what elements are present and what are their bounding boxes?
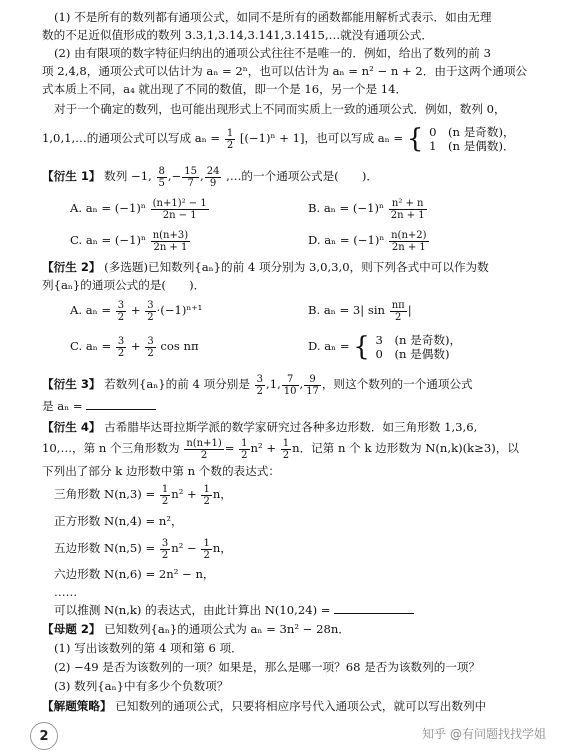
derivative4-line3: 下列出了部分 k 边形数中第 n 个数的表达式： (42, 464, 280, 478)
ellipsis: …… (54, 585, 78, 599)
derivative2-label: 【衍生 2】 (42, 260, 101, 274)
para2-line2: 项 2,4,8，通项公式可以估计为 aₙ = 2ⁿ，也可以估计为 aₙ = n² − n + 2．由于这两个通项公 (42, 64, 528, 78)
square-number: 正方形数 N(n,4) = n²， (54, 514, 183, 528)
para2-line3: 式本质上不同，a₄ 就出现了不同的数值，即一个是 16，另一个是 14． (42, 82, 408, 96)
d2-option-d[interactable]: D. aₙ = { 3 (n 是奇数)， 0 (n 是偶数) (308, 332, 462, 362)
derivative3-line2: 是 aₙ = (42, 398, 156, 413)
answer-blank[interactable] (86, 398, 156, 410)
derivative4-label: 【衍生 4】 (42, 420, 101, 434)
d2-option-c[interactable]: C. aₙ = $\frac{3}{2}$ + $\frac{3}{2}$ cos nπ (70, 335, 199, 359)
derivative3-line1: 【衍生 3】 若数列{aₙ}的前 4 项分别是 $\frac{3}{2}$ ,1, $\frac{7}{10}$ , $\frac{9}{17}$ ，则这个数列的一个通项公式 (42, 373, 473, 397)
cases-block: 0 (n 是奇数)， 1 (n 是偶数)． (429, 125, 515, 153)
derivative4-last: 可以推测 N(n,k) 的表达式，由此计算出 N(10,24) = (54, 602, 414, 617)
derivative2-line2: 列{aₙ}的通项公式的是( )． (42, 278, 206, 292)
mother-problem2-label: 【母题 2】 (42, 622, 101, 636)
derivative4-line2: 10,…，第 n 个三角形数为 $\frac{n(n+1)}{2}$ = $\frac{1}{2}$ n² + $\frac{1}{2}$ n．记第 n 个 k 边形数为 N(n,k)(k≥3)，以 (42, 437, 519, 461)
answer-blank-2[interactable] (334, 602, 414, 614)
para1-line1: (1) 不是所有的数列都有通项公式，如同不是所有的函数都能用解析式表示．如由无理 (54, 10, 492, 24)
para3-line1: 对于一个确定的数列，也可能出现形式上不同而实质上一致的通项公式．例如，数列 0， (54, 102, 506, 116)
mp2-q1: (1) 写出该数列的第 4 项和第 6 项． (54, 641, 243, 655)
triangle-number: 三角形数 N(n,3) = $\frac{1}{2}$ n² + $\frac{1}{2}$ n， (54, 483, 232, 507)
d2-option-b[interactable]: B. aₙ = 3| sin $\frac{n\pi}{2}$ | (308, 299, 412, 323)
derivative3-label: 【衍生 3】 (42, 377, 101, 391)
half-fraction: $\frac{1}{2}$ (226, 127, 234, 151)
hexagonal-number: 六边形数 N(n,6) = 2n² − n， (54, 567, 215, 581)
mp2-q3: (3) 数列{aₙ}中有多少个负数项？ (54, 679, 229, 693)
d1-option-d[interactable]: D. aₙ = (−1)ⁿ $\frac{n(n+2)}{2n + 1}$ (308, 229, 427, 253)
mp2-q2: (2) −49 是否为该数列的一项？如果是，那么是哪一项？68 是否为该数列的一项？ (54, 660, 481, 674)
derivative2-line1: 【衍生 2】 (多选题)已知数列{aₙ}的前 4 项分别为 3,0,3,0，则下列各式中可以作为数 (42, 260, 489, 274)
derivative1-stem: 【衍生 1】 数列 −1, $\frac{8}{5}$ ,− $\frac{15}{7}$ , $\frac{24}{9}$ ,…的一个通项公式是( )． (42, 165, 378, 189)
para1-line2: 数的不足近似值形成的数列 3.3,1,3.14,3.141,3.1415,…就没有通项公式． (42, 28, 433, 42)
d1-option-c[interactable]: C. aₙ = (−1)ⁿ $\frac{n(n+3)}{2n + 1}$ (70, 229, 189, 253)
d1-option-a[interactable]: A. aₙ = (−1)ⁿ $\frac{\text{(n+1)² − 1}}{2n - 1}$ (70, 197, 207, 221)
derivative1-label: 【衍生 1】 (42, 169, 101, 183)
watermark: 知乎 @有问题找找学姐 (422, 727, 546, 741)
derivative4-line1: 【衍生 4】 古希腊毕达哥拉斯学派的数学家研究过各种多边形数．如三角形数 1,3,6, (42, 420, 478, 434)
mother-problem2-stem: 【母题 2】 已知数列{aₙ}的通项公式为 aₙ = 3n² − 28n． (42, 622, 350, 636)
page-number: 2 (30, 722, 58, 750)
para3-text-a: 1,0,1,…的通项公式可以写成 aₙ = (42, 131, 221, 145)
d2-option-a[interactable]: A. aₙ = $\frac{3}{2}$ + $\frac{3}{2}$ ·(−1)ⁿ⁺¹ (70, 299, 203, 323)
para3-text-b: [(−1)ⁿ + 1]，也可以写成 aₙ = (239, 131, 404, 145)
brace-symbol: { (406, 124, 424, 154)
para3-line2 (42, 118, 515, 158)
pentagonal-number: 五边形数 N(n,5) = $\frac{3}{2}$ n² − $\frac{1}{2}$ n， (54, 537, 232, 561)
d1-option-b[interactable]: B. aₙ = (−1)ⁿ $\frac{\text{n² + n}}{2n + 1}$ (308, 197, 425, 221)
strategy-label: 【解题策略】 (42, 699, 112, 713)
strategy-line: 【解题策略】 已知数列的通项公式，只要将相应序号代入通项公式，就可以写出数列中 (42, 699, 487, 713)
para2-line1: (2) 由有限项的数字特征归纳出的通项公式往往不是唯一的．例如，给出了数列的前 3 (54, 46, 491, 60)
